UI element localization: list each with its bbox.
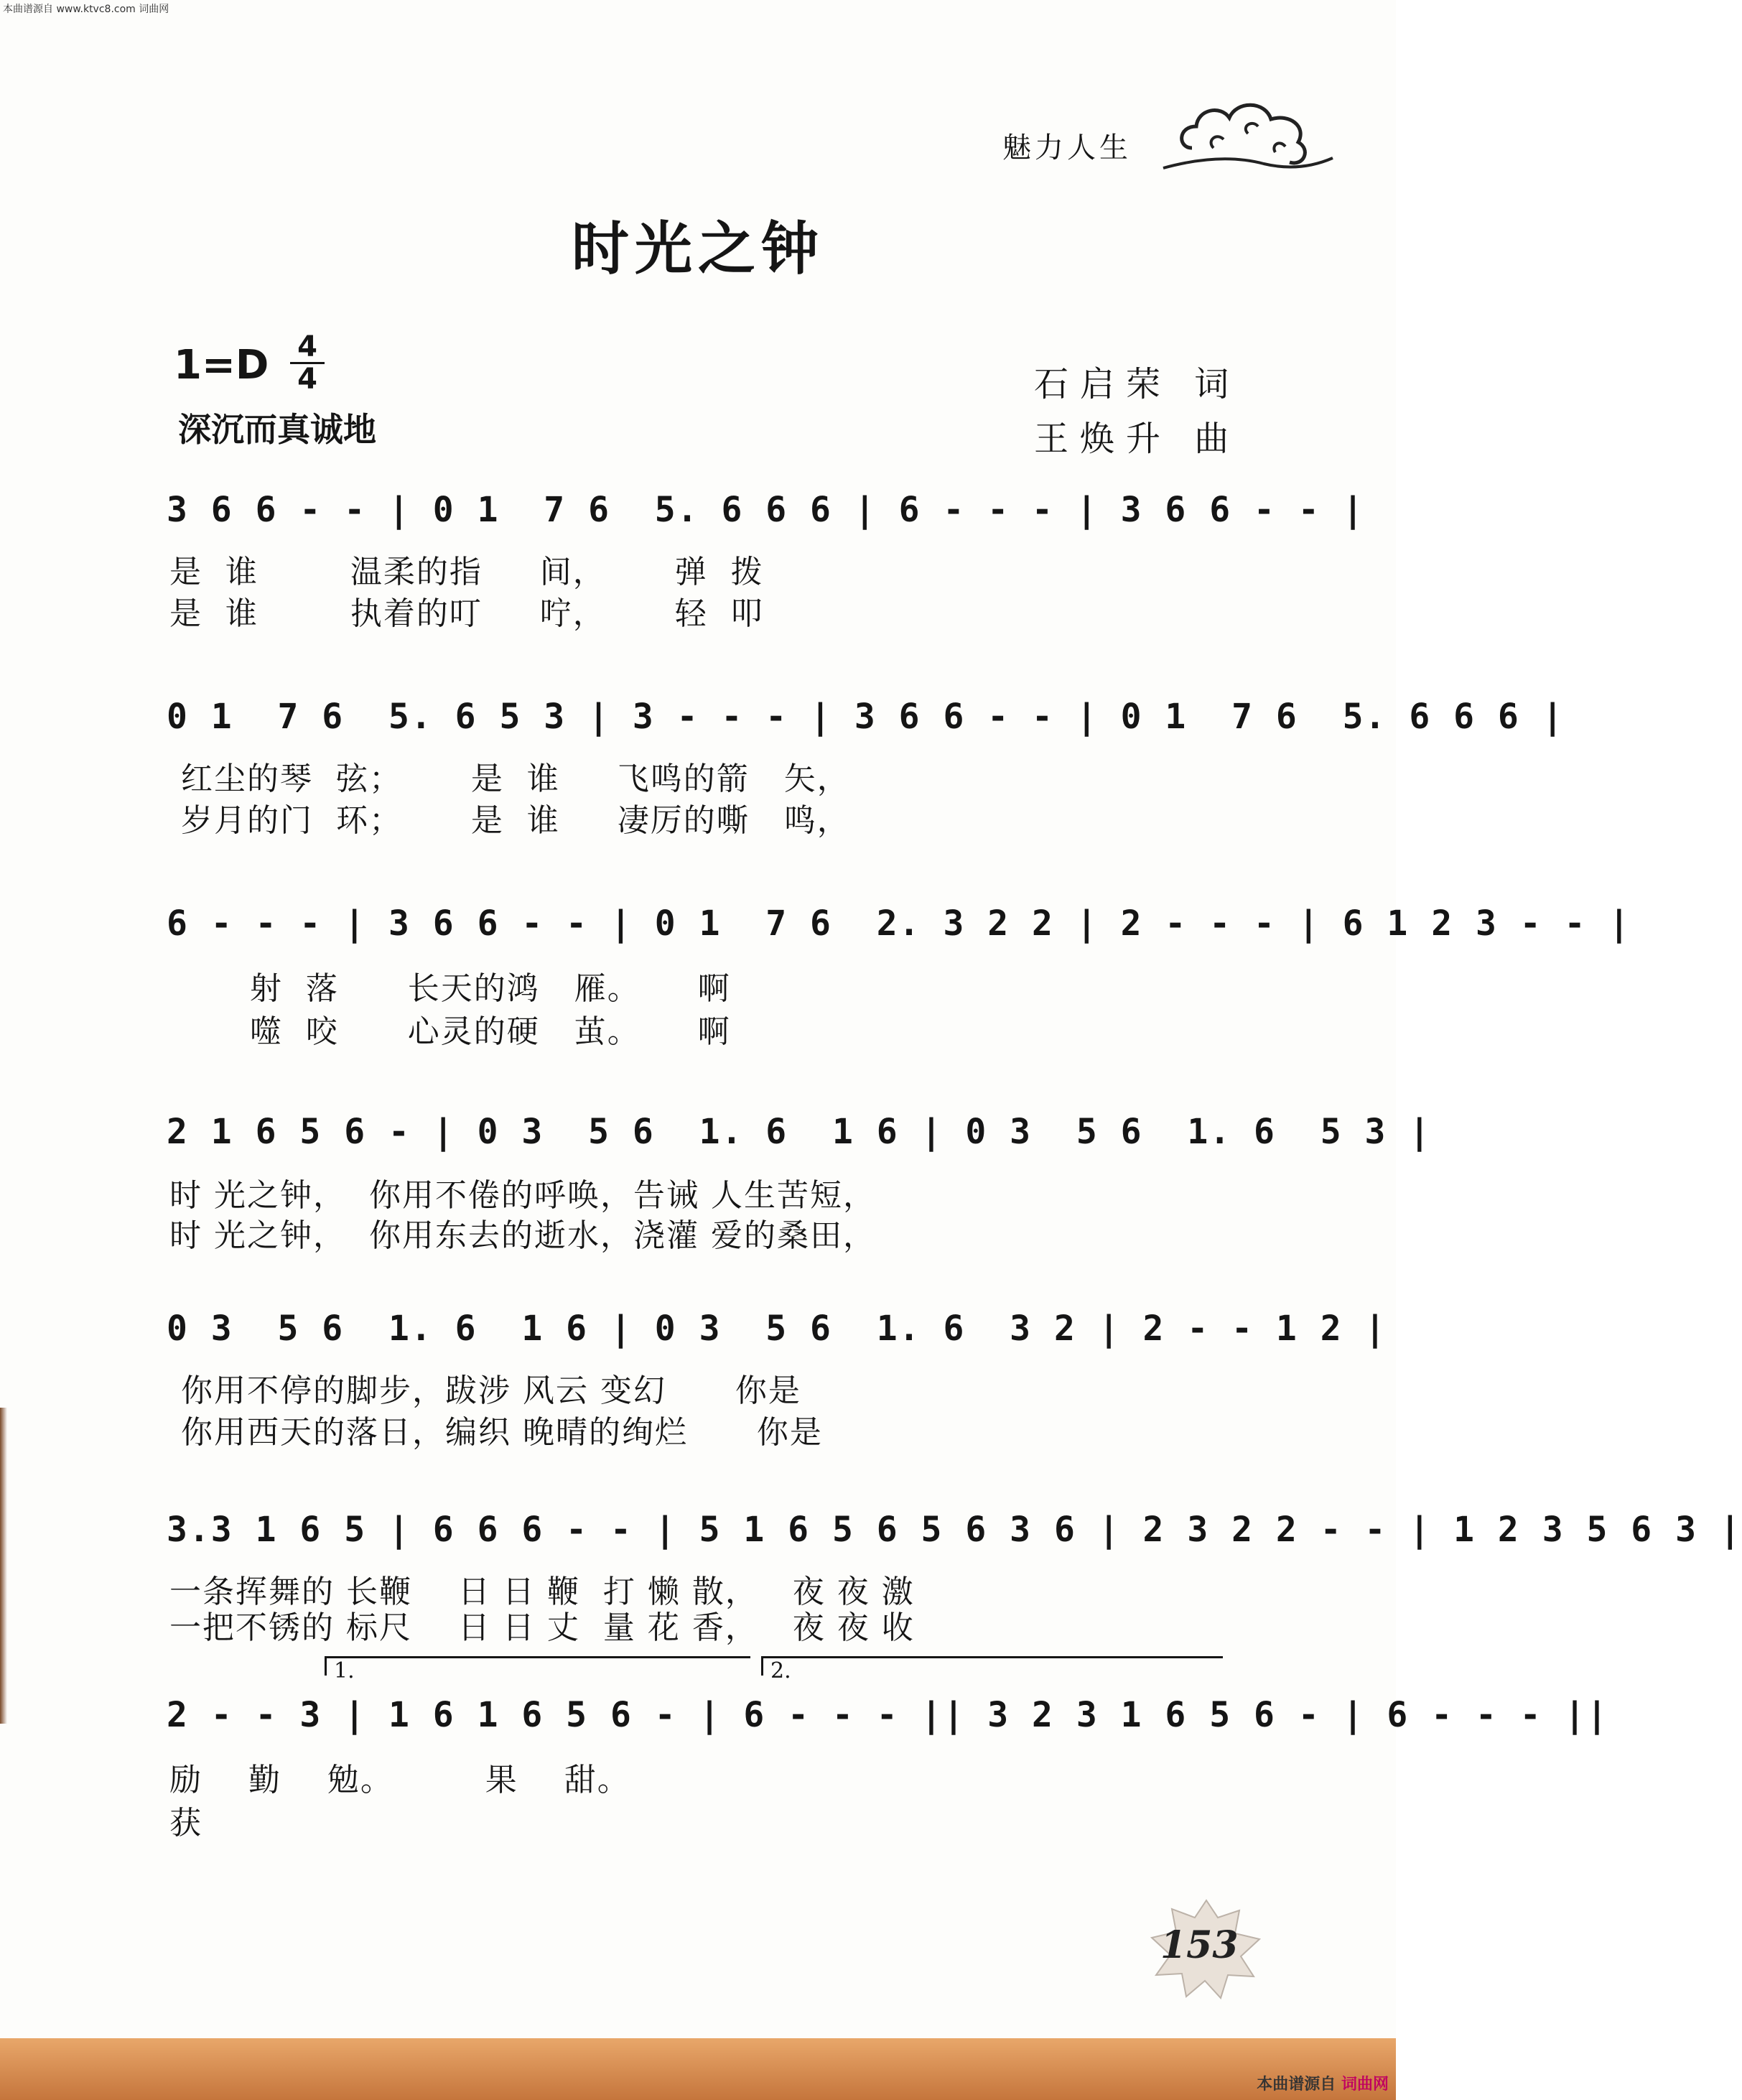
cloud-ornament-icon: [1163, 83, 1336, 177]
volta-bracket-2: [761, 1656, 1223, 1683]
notation-line: 0 1 7 6 5. 6 5 3 | 3 - - - | 3 6 6 - - | 0 1 7 6 5. 6 6 6 |: [167, 697, 1565, 737]
lyric-verse-2: 一把不锈的 标尺 日 日 丈 量 花 香， 夜 夜 收: [169, 1609, 915, 1646]
lyric-verse-2: 是 谁 执着的叮 咛， 轻 叩: [169, 595, 764, 632]
lyric-verse-1: 一条挥舞的 长鞭 日 日 鞭 打 懒 散， 夜 夜 激: [169, 1574, 915, 1610]
lyric-verse-2: 时 光之钟， 你用东去的逝水，浇灌 爱的桑田，: [169, 1217, 876, 1254]
lyric-verse-1: 励 勤 勉。 果 甜。: [169, 1762, 630, 1798]
notation-line: 2 1 6 5 6 - | 0 3 5 6 1. 6 1 6 | 0 3 5 6 1. 6 5 3 |: [167, 1112, 1432, 1152]
volta-bracket-1: [325, 1656, 750, 1683]
section-tag: 魅力人生: [1002, 131, 1132, 164]
lyric-verse-1: 你用不停的脚步，跋涉 风云 变幻 你是: [169, 1372, 801, 1409]
notation-line: 6 - - - | 3 6 6 - - | 0 1 7 6 2. 3 2 2 | 2 - - - | 6 1 2 3 - - |: [167, 903, 1631, 944]
lyric-verse-2: 你用西天的落日，编织 晚晴的绚烂 你是: [169, 1414, 823, 1451]
page-edge-shadow: [0, 1408, 7, 1724]
wood-table-strip: [0, 2038, 1396, 2100]
composer-credit: 王焕升 曲: [1034, 419, 1241, 459]
lyric-verse-2: 获: [169, 1805, 202, 1841]
watermark-bottom-brand: 词曲网: [1341, 2076, 1389, 2094]
notation-line: 3 6 6 - - | 0 1 7 6 5. 6 6 6 | 6 - - - | 3 6 6 - - |: [167, 490, 1365, 530]
meter-top: 4: [297, 330, 317, 363]
lyric-verse-2: 噬 咬 心灵的硬 茧。 啊: [169, 1013, 731, 1050]
lyric-verse-1: 是 谁 温柔的指 间， 弹 拨: [169, 554, 764, 590]
notation-line: 2 - - 3 | 1 6 1 6 5 6 - | 6 - - - || 3 2 3 1 6 5 6 - | 6 - - - ||: [167, 1695, 1609, 1735]
watermark-bottom: [1257, 2072, 1389, 2094]
lyric-verse-1: 时 光之钟， 你用不倦的呼唤，告诫 人生苦短，: [169, 1177, 876, 1214]
watermark-bottom-prefix: 本曲谱源自: [1257, 2076, 1336, 2094]
tempo-marking: 深沉而真诚地: [178, 410, 376, 449]
song-title: 时光之钟: [572, 215, 824, 282]
volta-label-2: 2.: [770, 1658, 791, 1683]
page-number: 153: [1160, 1923, 1239, 1967]
time-signature: [290, 332, 325, 394]
key-signature: 1=D: [174, 342, 269, 389]
notation-line: 0 3 5 6 1. 6 1 6 | 0 3 5 6 1. 6 3 2 | 2 - - 1 2 |: [167, 1309, 1387, 1349]
watermark-top: 本曲谱源自 www.ktvc8.com 词曲网: [3, 4, 169, 15]
meter-bottom: 4: [290, 362, 325, 394]
lyric-verse-1: 射 落 长天的鸿 雁。 啊: [169, 970, 731, 1007]
lyric-verse-2: 岁月的门 环； 是 谁 凄厉的嘶 鸣，: [169, 802, 850, 839]
notation-line: 3.3 1 6 5 | 6 6 6 - - | 5 1 6 5 6 5 6 3 6 | 2 3 2 2 - - | 1 2 3 5 6 3 |: [167, 1510, 1742, 1550]
lyricist-credit: 石启荣 词: [1034, 364, 1241, 404]
lyric-verse-1: 红尘的琴 弦； 是 谁 飞鸣的箭 矢，: [169, 761, 850, 797]
volta-label-1: 1.: [334, 1658, 355, 1683]
